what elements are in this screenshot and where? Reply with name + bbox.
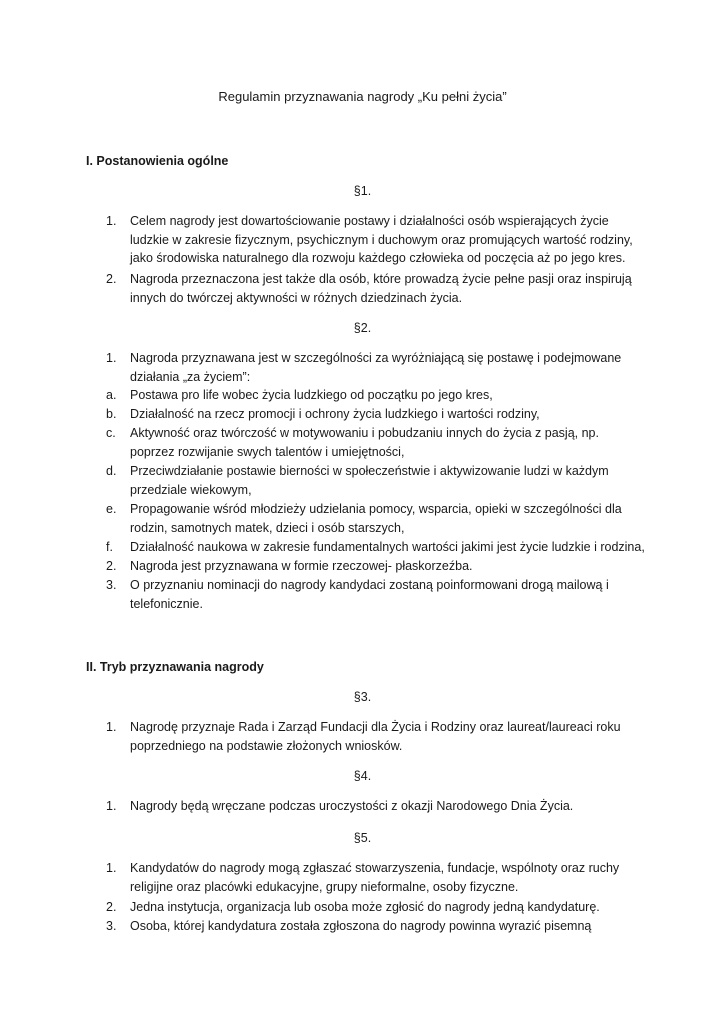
list-item-number: 3. [106, 578, 117, 592]
paragraph-mark-1: §1. [353, 184, 372, 198]
list-item-number: 1. [106, 799, 117, 813]
list-item [106, 270, 646, 307]
list-item [106, 718, 646, 755]
list-item-text: Osoba, której kandydatura została zgłoszona do nagrody powinna wyrazić pisemną [130, 919, 592, 933]
list-item [106, 349, 646, 386]
list-item [106, 859, 646, 896]
list-item [106, 557, 646, 576]
section-heading-general-provisions: I. Postanowienia ogólne [86, 154, 229, 168]
list-item [106, 405, 646, 424]
list-item-number: f. [106, 540, 113, 554]
list-item-text: Propagowanie wśród młodzieży udzielania pomocy, wsparcia, opieki w szczególności dla rodzin, samotnych matek, dzieci i osób starszych, [130, 502, 622, 535]
list-item-number: e. [106, 502, 117, 516]
list-item [106, 797, 646, 816]
list-item-number: 1. [106, 214, 117, 228]
list-item-number: 2. [106, 272, 117, 286]
list-item [106, 898, 646, 917]
list-item [106, 462, 646, 499]
list-item [106, 500, 646, 537]
list-item-number: a. [106, 388, 117, 402]
list-item-text: Postawa pro life wobec życia ludzkiego od początku po jego kres, [130, 388, 493, 402]
list-item-text: Nagroda jest przyznawana w formie rzeczowej- płaskorzeźba. [130, 559, 473, 573]
list-item-text: Kandydatów do nagrody mogą zgłaszać stowarzyszenia, fundacje, wspólnoty oraz ruchy religijne oraz placówki edukacyjne, grupy nieformalne, osoby fizyczne. [130, 861, 620, 894]
list-item-text: Celem nagrody jest dowartościowanie postawy i działalności osób wspierających życie ludzkie w zakresie fizycznym, psychicznym i duchowym oraz promujących wartość rodziny, jako środowiska naturalnego dla rozwoju każdego człowieka od poczęcia aż po jego kres. [130, 214, 633, 265]
paragraph-mark-4: §4. [353, 769, 372, 783]
list-item-text: Nagrody będą wręczane podczas uroczystości z okazji Narodowego Dnia Życia. [130, 799, 574, 813]
list-item-number: 3. [106, 919, 117, 933]
paragraph-mark-2: §2. [353, 321, 372, 335]
list-item-number: 2. [106, 559, 117, 573]
list-item-number: 1. [106, 720, 117, 734]
list-item-number: 1. [106, 351, 117, 365]
list-item [106, 576, 646, 613]
list-item [106, 917, 646, 936]
list-item-number: 2. [106, 900, 117, 914]
list-item-number: d. [106, 464, 117, 478]
list-item-number: c. [106, 426, 116, 440]
list-item-text: Przeciwdziałanie postawie bierności w społeczeństwie i aktywizowanie ludzi w każdym przedziale wiekowym, [130, 464, 609, 497]
list-item-text: O przyznaniu nominacji do nagrody kandydaci zostaną poinformowani drogą mailową i telefonicznie. [130, 578, 609, 611]
paragraph-mark-5: §5. [353, 831, 372, 845]
list-item [106, 424, 646, 461]
list-item-text: Nagroda przeznaczona jest także dla osób, które prowadzą życie pełne pasji oraz inspirują innych do twórczej aktywności w różnych dziedzinach życia. [130, 272, 632, 305]
paragraph-mark-3: §3. [353, 690, 372, 704]
document-title: Regulamin przyznawania nagrody „Ku pełni życia” [218, 89, 507, 104]
list-item-number: 1. [106, 861, 117, 875]
list-item [106, 212, 646, 268]
list-item-text: Jedna instytucja, organizacja lub osoba może zgłosić do nagrody jedną kandydaturę. [130, 900, 600, 914]
list-item-text: Działalność naukowa w zakresie fundamentalnych wartości jakimi jest życie ludzkie i rodzina, [130, 540, 645, 554]
list-item-text: Nagroda przyznawana jest w szczególności za wyróżniającą się postawę i podejmowane działania „za życiem”: [130, 351, 622, 384]
section-heading-award-procedure: II. Tryb przyznawania nagrody [86, 660, 264, 674]
list-item [106, 538, 646, 557]
list-item-number: b. [106, 407, 117, 421]
list-item-text: Aktywność oraz twórczość w motywowaniu i pobudzaniu innych do życia z pasją, np. poprzez rozwijanie swych talentów i umiejętności, [130, 426, 599, 459]
list-item [106, 386, 646, 405]
list-item-text: Nagrodę przyznaje Rada i Zarząd Fundacji dla Życia i Rodziny oraz laureat/laureaci roku poprzedniego na podstawie złożonych wniosków. [130, 720, 621, 753]
list-item-text: Działalność na rzecz promocji i ochrony życia ludzkiego i wartości rodziny, [130, 407, 540, 421]
